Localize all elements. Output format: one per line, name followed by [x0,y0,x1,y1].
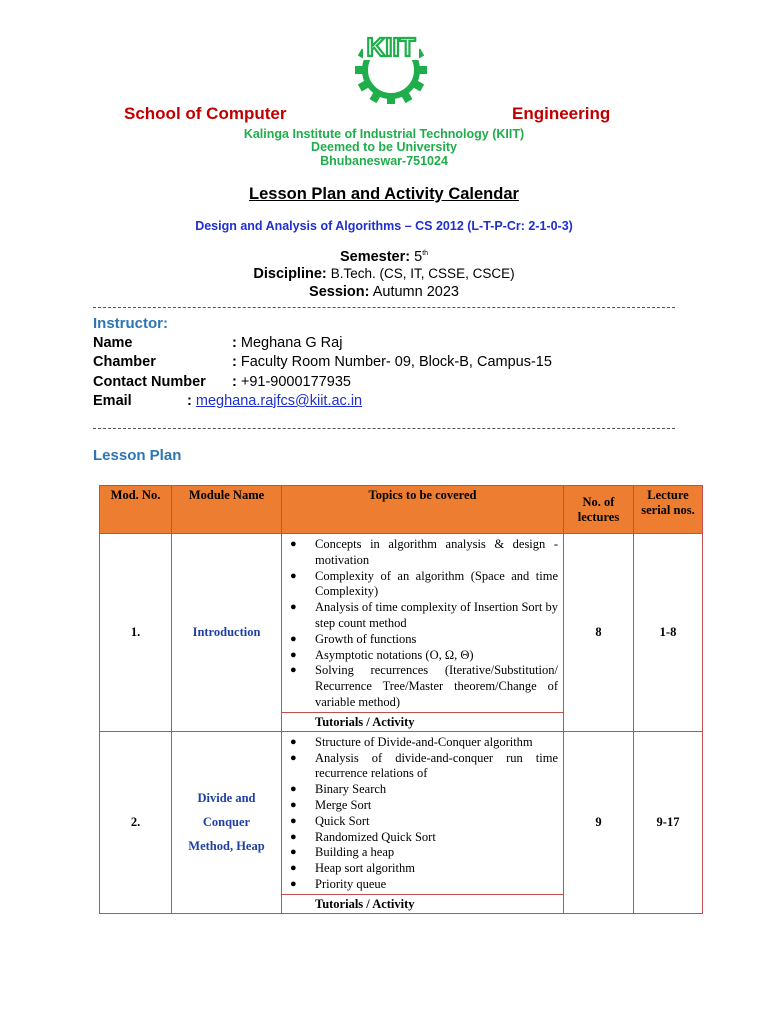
divider-bottom [93,428,675,429]
divider-top [93,307,675,308]
session-line [0,284,768,300]
colon: : [232,354,237,370]
lecture-count: 8 [564,534,634,732]
header-no-lectures: No. of lectures [564,486,634,534]
header-module-name: Module Name [172,486,282,534]
lecture-serial: 9-17 [634,731,703,913]
topic-item: ● Randomized Quick Sort [290,830,558,846]
module-name: Introduction [172,534,282,732]
table-row [100,534,703,732]
university-status: Deemed to be University [311,140,457,154]
institute-city: Bhubaneswar-751024 [320,154,448,168]
instructor-heading: Instructor: [93,315,168,332]
svg-text:KIIT: KIIT [366,32,416,62]
institute-name: Kalinga Institute of Industrial Technology (KIIT) [243,127,525,141]
table-header-row [100,486,703,534]
contact-value: +91-9000177935 [240,374,351,390]
contact-value-wrap [232,374,351,390]
topic-item: ● Merge Sort [290,798,558,814]
topics-cell [282,534,564,732]
topic-item: ● Asymptotic notations (O, Ω, Θ) [290,648,558,664]
chamber-row [93,354,156,370]
mod-number: 2. [100,731,172,913]
discipline-label: Discipline: [253,266,327,282]
chamber-label: Chamber [93,354,156,370]
header-lecture-serial: Lecture serial nos. [634,486,703,534]
session-value: Autumn 2023 [372,284,459,300]
lesson-plan-table [99,485,703,914]
email-link[interactable]: meghana.rajfcs@kiit.ac.in [195,393,363,409]
semester-line [0,249,768,265]
email-row [93,393,132,409]
topic-item: ● Heap sort algorithm [290,861,558,877]
table-row [100,731,703,913]
instructor-name-row [93,335,133,351]
topic-item: ● Analysis of time complexity of Insertion Sort by step count method [290,600,558,632]
lecture-count: 9 [564,731,634,913]
topic-item: ● Concepts in algorithm analysis & design - motivation [290,537,558,569]
discipline-line [0,266,768,282]
tutorial-label: Tutorials / Activity [282,894,563,913]
colon: : [232,335,237,351]
contact-row [93,374,206,390]
topic-item: ● Binary Search [290,782,558,798]
email-value-wrap [187,393,362,409]
kiit-logo [343,30,439,104]
lesson-plan-heading: Lesson Plan [93,447,182,464]
tutorial-label: Tutorials / Activity [282,712,563,731]
topics-cell [282,731,564,913]
course-title: Design and Analysis of Algorithms – CS 2012 (L-T-P-Cr: 2-1-0-3) [195,219,573,233]
lecture-serial: 1-8 [634,534,703,732]
topic-item: ● Building a heap [290,845,558,861]
instructor-name-value-wrap [232,335,342,351]
topic-item: ● Growth of functions [290,632,558,648]
header-topics: Topics to be covered [282,486,564,534]
discipline-value: B.Tech. (CS, IT, CSSE, CSCE) [330,266,515,281]
topic-item: ● Solving recurrences (Iterative/Substitution/ Recurrence Tree/Master theorem/Change of variable method) [290,663,558,710]
colon: : [187,393,192,409]
topic-item: ● Structure of Divide-and-Conquer algorithm [290,735,558,751]
topic-item: ● Analysis of divide-and-conquer run time recurrence relations of [290,751,558,783]
semester-label: Semester: [339,249,411,265]
page-title: Lesson Plan and Activity Calendar [249,185,519,203]
contact-label: Contact Number [93,374,206,390]
chamber-value-wrap [232,354,552,370]
semester-value: 5 [414,249,423,265]
session-label: Session: [309,284,370,300]
name-label: Name [93,335,133,351]
header-mod-no: Mod. No. [100,486,172,534]
topic-item: ● Quick Sort [290,814,558,830]
chamber-value: Faculty Room Number- 09, Block-B, Campus-15 [240,354,552,370]
instructor-name: Meghana G Raj [240,335,343,351]
school-name-left: School of Computer [124,104,287,123]
colon: : [232,374,237,390]
school-name-right: Engineering [512,104,611,123]
mod-number: 1. [100,534,172,732]
semester-sup: th [422,250,429,258]
email-label: Email [93,393,132,409]
topic-item: ● Complexity of an algorithm (Space and time Complexity) [290,569,558,601]
module-name: Divide and Conquer Method, Heap [172,731,282,913]
topic-item: ● Priority queue [290,877,558,893]
